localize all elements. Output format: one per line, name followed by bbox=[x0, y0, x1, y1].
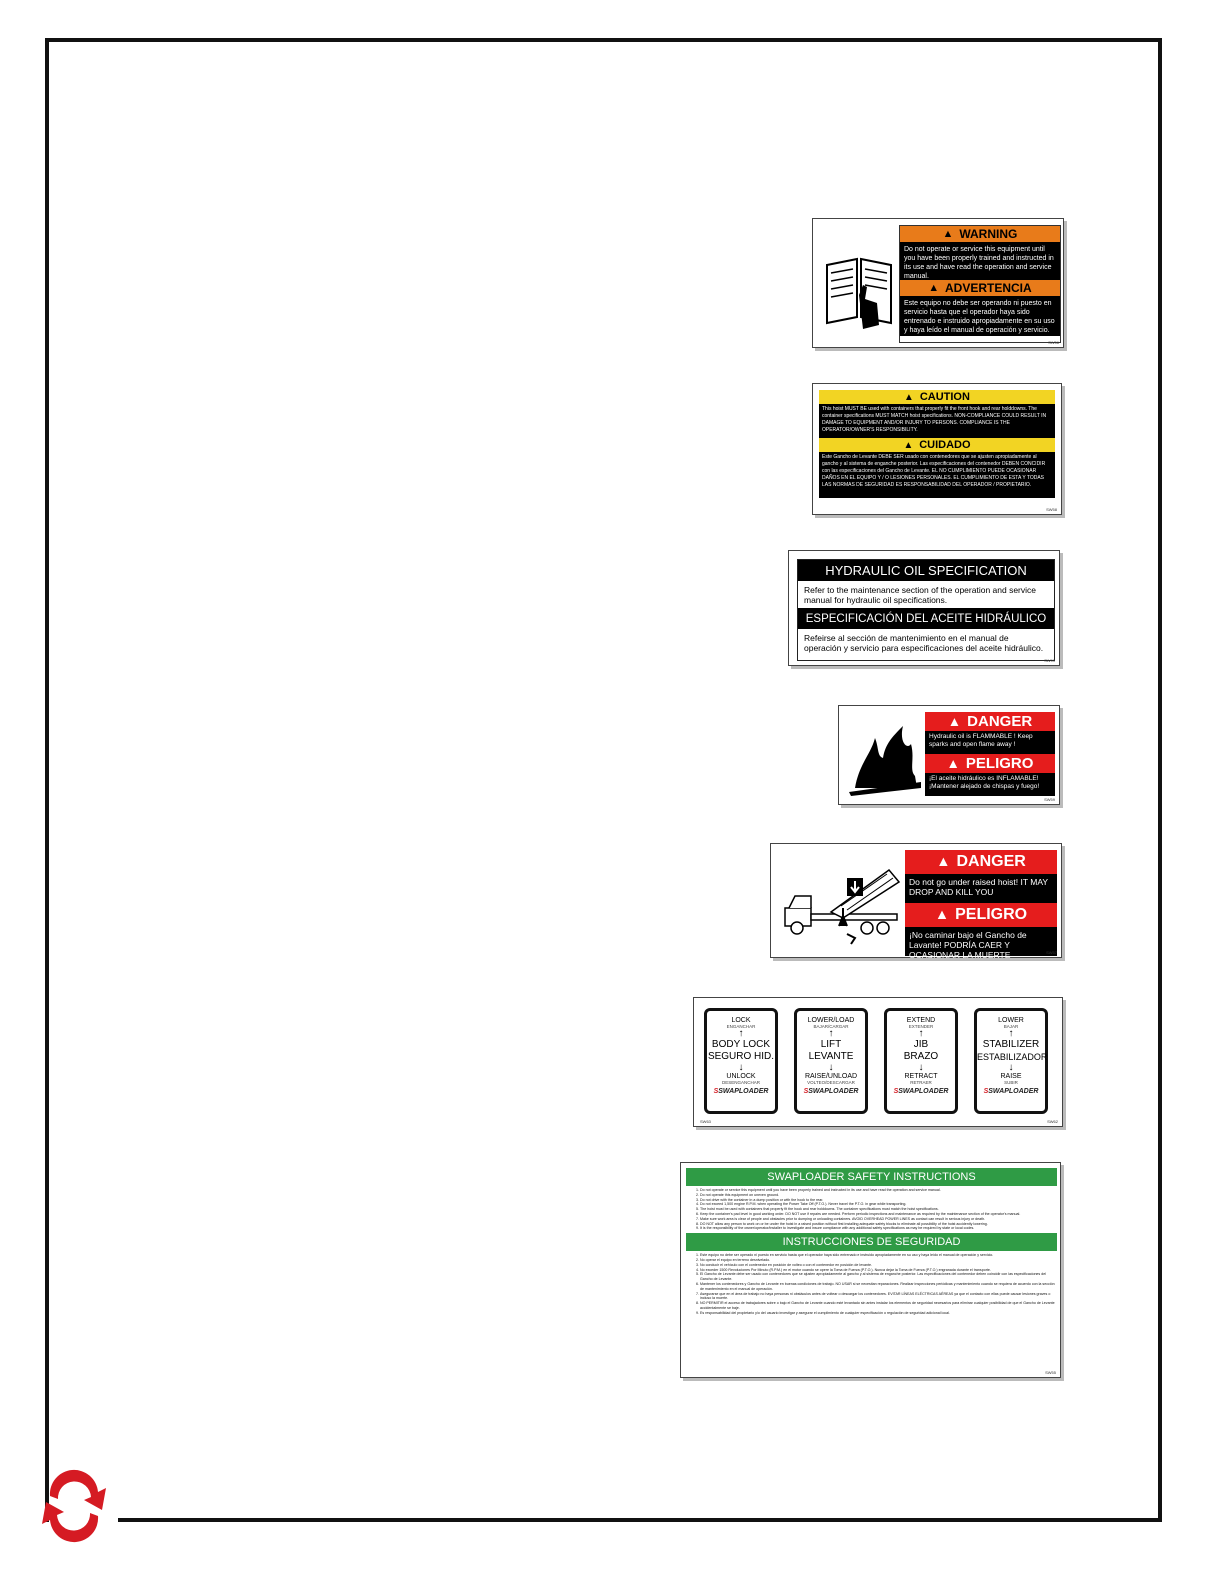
control-decal-jib bbox=[884, 1008, 958, 1114]
control-name: BODY LOCK bbox=[711, 1039, 771, 1050]
control-decal-lift bbox=[794, 1008, 868, 1114]
caution-header bbox=[819, 390, 1055, 404]
control-up-label-es: BAJAR/CARGAR bbox=[813, 1024, 849, 1029]
flame-icon bbox=[845, 714, 925, 800]
control-decals bbox=[693, 997, 1063, 1127]
arrow-up-icon: ↑ bbox=[918, 1028, 924, 1039]
arrow-down-icon: ↓ bbox=[1008, 1062, 1014, 1073]
safety-item: 5. El Gancho de Levante debe ser usado con contenedores que se ajusten apropiadamente al gancho y al sistema de enganche posterior. Las especificaciones del contenedor deben coincidir con las especificaciones del Gancho de Levante. bbox=[700, 1272, 1057, 1282]
warning-text-en: Do not operate or service this equipment until you have been properly trained and instructed in its use and have read the operation and service manual. bbox=[900, 242, 1060, 280]
safety-item: 2. No operar el equipo en terreno desnivelado. bbox=[700, 1258, 1057, 1263]
decal-code-left: SW63 bbox=[700, 1119, 711, 1124]
flammable-text-en: Hydraulic oil is FLAMMABLE ! Keep sparks and open flame away ! bbox=[925, 731, 1055, 754]
oil-header-es: ESPECIFICACIÓN DEL ACEITE HIDRÁULICO bbox=[798, 608, 1054, 629]
hoist-text-es: ¡No caminar bajo el Gancho de Lavante! PODRÍA CAER Y OCASIONAR LA MUERTE bbox=[905, 927, 1057, 956]
oil-text-es: Refeirse al sección de mantenimiento en el manual de operación y servicio para especificaciones del aceite hidráulico. bbox=[804, 633, 1044, 653]
warning-triangle-icon: ▲ bbox=[942, 228, 954, 240]
danger-header bbox=[905, 850, 1057, 874]
hydraulic-oil-decal bbox=[788, 550, 1060, 666]
swaploader-brand: SSWAPLOADER bbox=[983, 1088, 1039, 1095]
arrow-up-icon: ↑ bbox=[1008, 1028, 1014, 1039]
control-decal-stabilizer bbox=[974, 1008, 1048, 1114]
oil-text-panel bbox=[797, 559, 1055, 661]
control-name-es: ESTABILIZADOR bbox=[977, 1052, 1048, 1062]
arrow-down-icon: ↓ bbox=[738, 1062, 744, 1073]
warning-header-text: WARNING bbox=[959, 227, 1018, 241]
warning-triangle-icon: ▲ bbox=[903, 439, 914, 451]
oil-header-en: HYDRAULIC OIL SPECIFICATION bbox=[798, 560, 1054, 581]
caution-header-text: CAUTION bbox=[919, 391, 970, 403]
control-up-label: LOWER bbox=[998, 1017, 1024, 1024]
flammable-text-panel bbox=[925, 712, 1055, 800]
hoist-text-en: Do not go under raised hoist! IT MAY DROP AND KILL YOU bbox=[905, 874, 1057, 903]
truck-hoist-icon bbox=[777, 852, 905, 952]
warning-triangle-icon: ▲ bbox=[928, 282, 939, 294]
safety-list-es bbox=[686, 1253, 1057, 1315]
brand-text: SWAPLOADER bbox=[898, 1088, 949, 1095]
safety-item: 1. Este equipo no debe ser operado ni puesto en servicio hasta que el operador haya sido entrenado e instruido apropiadamente en su uso y haya leído el manual de operación y servicio. bbox=[700, 1253, 1057, 1258]
control-down-label: RAISE/UNLOAD bbox=[804, 1073, 858, 1080]
control-down-label-es: DESENGANCHAR bbox=[721, 1080, 760, 1085]
control-decal-body-lock bbox=[704, 1008, 778, 1114]
control-up-label: LOWER/LOAD bbox=[807, 1017, 855, 1024]
warning-triangle-icon: ▲ bbox=[904, 391, 914, 403]
flammable-danger-decal bbox=[838, 705, 1060, 805]
safety-item: 7. Make sure work area is clear of people and obstacles prior to dumping or unloading containers. AVOID OVERHEAD POWER LINES as contact can result in serious injury or death. bbox=[700, 1217, 1057, 1222]
control-name-es: LEVANTE bbox=[808, 1051, 854, 1062]
safety-item: 2. Do not operate this equipment on uneven ground. bbox=[700, 1193, 1057, 1198]
control-name: JIB bbox=[913, 1039, 929, 1050]
manual-reading-icon bbox=[819, 225, 899, 341]
safety-item: 8. DO NOT allow any person to work on or be under the hoist in a raised position without first installing adequate safety blocks to eliminate all possibility of the hoist accidently lowering. bbox=[700, 1222, 1057, 1227]
peligro-header-text: PELIGRO bbox=[955, 906, 1028, 923]
control-down-label-es: VOLTEO/DESCARGAR bbox=[807, 1080, 855, 1085]
safety-panel bbox=[686, 1168, 1057, 1374]
swaploader-brand: SSWAPLOADER bbox=[893, 1088, 949, 1095]
bottom-rule bbox=[118, 1518, 1162, 1522]
safety-item: 4. No exceder 1500 Revoluciones Por Minuto (R.P.M.) en el motor cuando se opere la Toma de Fuerza (P.T.O.). Nunca dejar la Toma de Fuerza (P.T.O.) engranada durante el transporte. bbox=[700, 1268, 1057, 1273]
brand-text: SWAPLOADER bbox=[988, 1088, 1039, 1095]
flammable-text-es: ¡El aceite hidráulico es INFLAMABLE! ¡Mantener alejado de chispas y fuego! bbox=[925, 773, 1055, 796]
caution-text-panel bbox=[819, 390, 1055, 508]
swaploader-brand: SSWAPLOADER bbox=[803, 1088, 859, 1095]
control-down-label: RETRACT bbox=[904, 1073, 938, 1080]
control-name-es: SEGURO HID. bbox=[707, 1051, 775, 1062]
safety-instructions-decal bbox=[680, 1162, 1061, 1378]
warning-text-panel bbox=[899, 225, 1061, 343]
peligro-header bbox=[905, 903, 1057, 927]
safety-header-en: SWAPLOADER SAFETY INSTRUCTIONS bbox=[686, 1168, 1057, 1186]
advertencia-header bbox=[900, 280, 1060, 296]
safety-item: 4. Do not exceed 1,500 engine R.P.M. when operating the Power Take Off (P.T.O.). Never travel the P.T.O. in gear while transporting. bbox=[700, 1202, 1057, 1207]
safety-item: 3. Do not drive with the container in a dump position or with the hook to the rear. bbox=[700, 1198, 1057, 1203]
arrow-up-icon: ↑ bbox=[828, 1028, 834, 1039]
danger-header bbox=[925, 712, 1055, 731]
warning-triangle-icon: ▲ bbox=[946, 756, 960, 771]
decal-code: SW57 bbox=[1046, 950, 1057, 955]
control-down-label-es: SUBIR bbox=[1004, 1080, 1018, 1085]
danger-header-text: DANGER bbox=[967, 713, 1033, 730]
warning-triangle-icon: ▲ bbox=[934, 907, 950, 923]
control-up-label-es: BAJAR bbox=[1003, 1024, 1019, 1029]
advertencia-header-text: ADVERTENCIA bbox=[945, 281, 1032, 295]
warning-triangle-icon: ▲ bbox=[936, 854, 951, 870]
safety-item: 9. It is the responsibility of the owner/operator/installer to investigate and insure compliance with any additional safety specifications as may be required by state or local codes. bbox=[700, 1226, 1057, 1231]
control-up-label-es: ENGANCHAR bbox=[726, 1024, 756, 1029]
safety-item: 1. Do not operate or service this equipment until you have been properly trained and instructed in its use and have read the operation and service manual. bbox=[700, 1188, 1057, 1193]
swaploader-logo bbox=[28, 1466, 120, 1546]
warning-header bbox=[900, 226, 1060, 242]
cuidado-header bbox=[819, 438, 1055, 452]
decal-code-right: SW62 bbox=[1047, 1119, 1058, 1124]
peligro-header bbox=[925, 754, 1055, 773]
arrow-down-icon: ↓ bbox=[828, 1062, 834, 1073]
cuidado-header-text: CUIDADO bbox=[919, 439, 971, 451]
oil-text-en: Refer to the maintenance section of the operation and service manual for hydraulic oil specifications. bbox=[804, 585, 1037, 605]
control-up-label: LOCK bbox=[731, 1017, 751, 1024]
peligro-header-text: PELIGRO bbox=[965, 755, 1034, 772]
safety-item: 8. NO PERMITIR el acceso de trabajadores sobre o bajo el Gancho de Levante cuando esté levantado sin antes instalar los elementos de seguridad necesarios para eliminar cualquier posibilidad de que el Gancho de Levante accidentalmente se baje. bbox=[700, 1301, 1057, 1311]
control-up-label-es: EXTENDER bbox=[908, 1024, 934, 1029]
decal-code: SW55 bbox=[1045, 1370, 1056, 1375]
safety-item: 7. Asegurarse que en el área de trabajo no haya personas ni obstáculos antes de voltear o descargar los contenedores. EVITAR LÍNEAS ELÉCTRICAS AÉREAS ya que el contacto con ellas puede causar lesiones graves o incluso la muerte. bbox=[700, 1292, 1057, 1302]
safety-item: 3. No conducir el vehículo con el contenedor en posición de volteo o con el contenedor en posición de levante. bbox=[700, 1263, 1057, 1268]
decal-code: SW58 bbox=[1046, 507, 1057, 512]
decal-code: SW59 bbox=[1044, 797, 1055, 802]
warning-triangle-icon: ▲ bbox=[947, 714, 962, 729]
safety-list-en bbox=[686, 1188, 1057, 1231]
caution-text-es: Este Gancho de Levante DEBE SER usado con contenedores que se ajusten apropiadamente al gancho y al sistema de enganche posterior. Las especificaciones del contenedor DEBEN CONCIDIR con las especificaciones del Gancho de Levante. EL NO CUMPLIMIENTO PUEDE OCASIONAR DAÑOS EN EL EQUIPO Y / O LESIONES PERSONALES. EL CUMPLIMIENTO DE ESTA Y TODAS LAS NORMAS DE SEGURIDAD ES RESPONSABILIDAD DEL OPERADOR / PROPIETARIO. bbox=[819, 452, 1055, 498]
warning-decal bbox=[812, 218, 1064, 348]
brand-text: SWAPLOADER bbox=[808, 1088, 859, 1095]
safety-item: 5. The hoist must be used with containers that properly fit the hook and rear holddowns. The container specifications must match the hoist specifications. bbox=[700, 1207, 1057, 1212]
control-name: LIFT bbox=[820, 1039, 842, 1050]
caution-text-en: This hoist MUST BE used with containers that properly fit the front hook and rear holddowns. The container specifications MUST MATCH hoist specifications. NON-COMPLIANCE COULD RESULT IN DAMAGE TO EQUIPMENT AND/OR INJURY TO PERSONS. COMPLIANCE IS THE OPERATOR/OWNER'S RESPONSIBILITY. bbox=[819, 404, 1055, 438]
hoist-danger-decal bbox=[770, 843, 1062, 958]
safety-header-es: INSTRUCCIONES DE SEGURIDAD bbox=[686, 1233, 1057, 1251]
decal-code: SW56 bbox=[1048, 340, 1059, 345]
control-down-label: RAISE bbox=[1000, 1073, 1022, 1080]
arrow-down-icon: ↓ bbox=[918, 1062, 924, 1073]
caution-decal bbox=[812, 383, 1062, 515]
brand-text: SWAPLOADER bbox=[718, 1088, 769, 1095]
decal-code: SW99 bbox=[1044, 658, 1055, 663]
swaploader-brand: SSWAPLOADER bbox=[713, 1088, 769, 1095]
control-up-label: EXTEND bbox=[906, 1017, 936, 1024]
safety-item: 9. Es responsabilidad del propietario y/o del usuario investigar y asegurar el cumplimiento de cualquier especificación o regulación de seguridad adicional local. bbox=[700, 1311, 1057, 1316]
arrow-up-icon: ↑ bbox=[738, 1028, 744, 1039]
control-down-label: UNLOCK bbox=[726, 1073, 756, 1080]
control-down-label-es: RETRAER bbox=[910, 1080, 932, 1085]
safety-item: 6. Mantener los contenedores y Gancho de Levante en buenas condiciones de trabajo. NO USAR si se necesitan reparaciones. Realizar inspecciones periódicas y mantenimiento cuando se requiera de acuerdo con la sección de mantenimiento en el manual de operación. bbox=[700, 1282, 1057, 1292]
control-name-es: BRAZO bbox=[903, 1051, 939, 1062]
warning-text-es: Este equipo no debe ser operando ni puesto en servicio hasta que el operador haya sido entrenado e instruido apropiadamente en su uso y haya leído el manual de operación y servicio. bbox=[900, 296, 1060, 336]
control-name: STABILIZER bbox=[982, 1039, 1040, 1050]
danger-header-text: DANGER bbox=[956, 853, 1026, 870]
safety-item: 6. Keep the container's pad level in good working order. DO NOT use if repairs are needed. Perform periodic inspections and maintenance as required by the maintenance section of the operator's manual. bbox=[700, 1212, 1057, 1217]
